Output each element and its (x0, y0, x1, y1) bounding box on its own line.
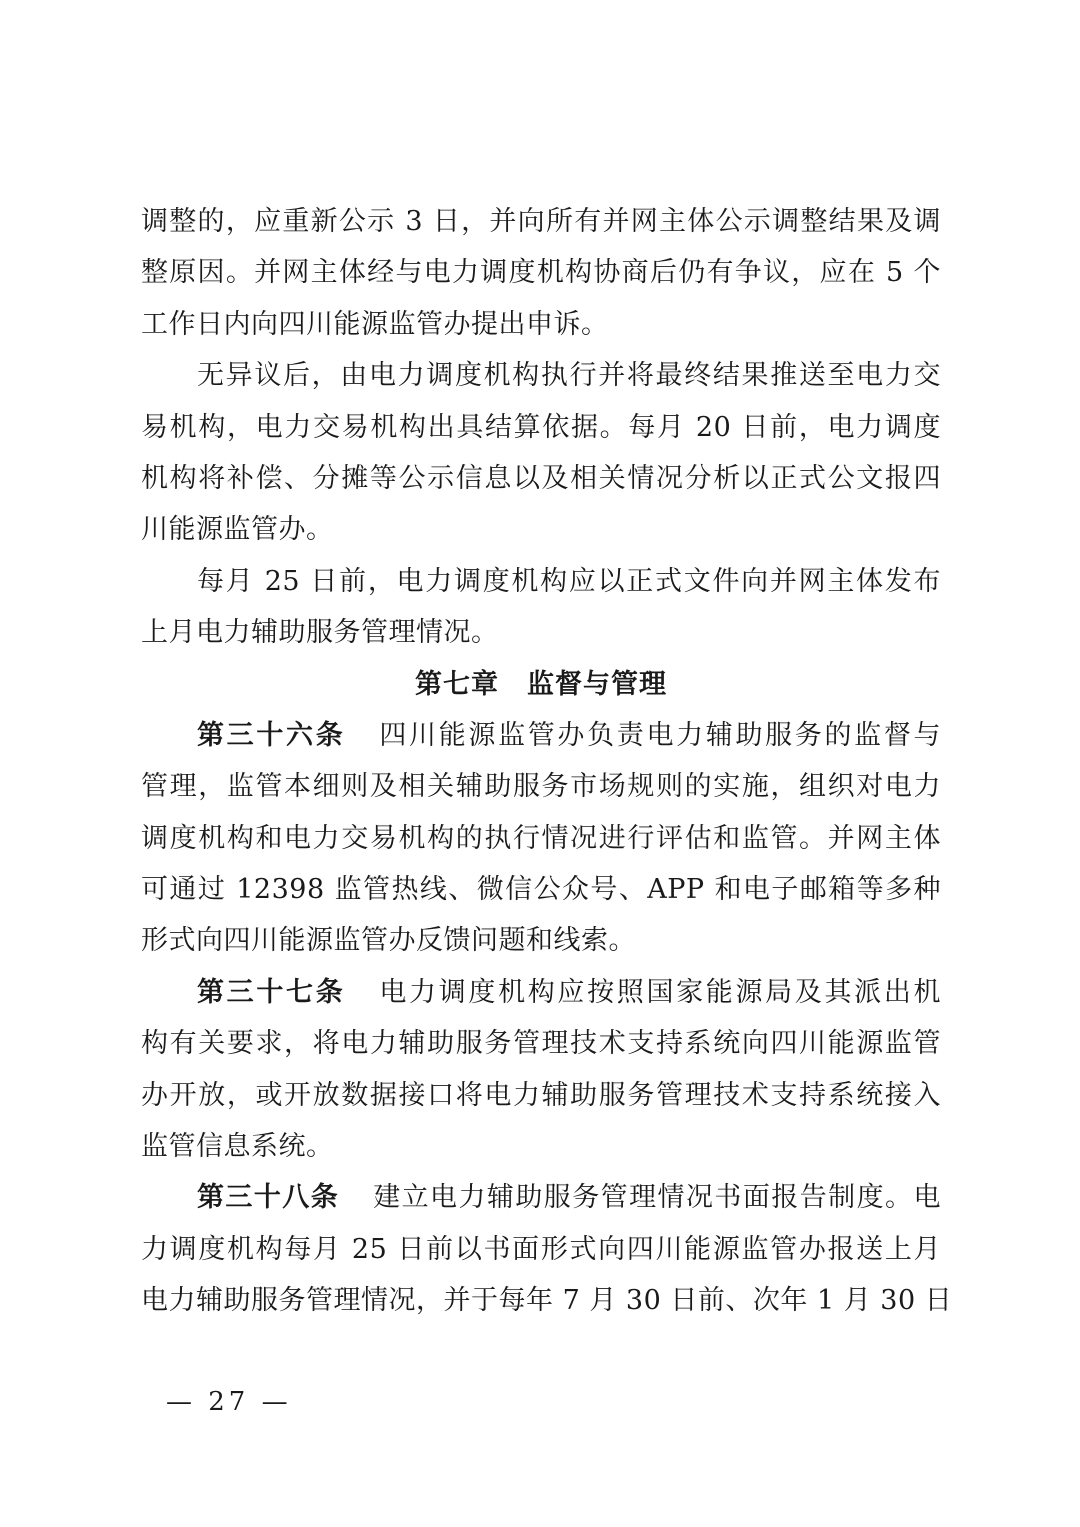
article-line: 形式向四川能源监管办反馈问题和线索。 (141, 925, 636, 957)
article-line: 可通过 12398 监管热线、微信公众号、APP 和电子邮箱等多种 (141, 874, 941, 906)
article-line: 电力辅助服务管理情况，并于每年 7 月 30 日前、次年 1 月 30 日 (141, 1285, 953, 1317)
document-body (141, 196, 953, 1327)
paragraph-line: 每月 25 日前，电力调度机构应以正式文件向并网主体发布 (197, 565, 941, 597)
article-line: 构有关要求，将电力辅助服务管理技术支持系统向四川能源监管 (141, 1028, 941, 1060)
article-line: 管理，监管本细则及相关辅助服务市场规则的实施，组织对电力 (141, 771, 941, 803)
paragraph-line: 易机构，电力交易机构出具结算依据。每月 20 日前，电力调度 (141, 411, 941, 443)
article-line: 调度机构和电力交易机构的执行情况进行评估和监管。并网主体 (141, 822, 941, 854)
article-first-line (141, 710, 941, 761)
article-line: 力调度机构每月 25 日前以书面形式向四川能源监管办报送上月 (141, 1233, 941, 1265)
paragraph-line: 上月电力辅助服务管理情况。 (141, 617, 499, 649)
page-number: — 27 — (166, 1387, 292, 1417)
article-heading: 第三十八条 (197, 1182, 340, 1214)
article-text: 建立电力辅助服务管理情况书面报告制度。电 (373, 1182, 941, 1214)
article-first-line (141, 967, 941, 1018)
paragraph-line: 调整的，应重新公示 3 日，并向所有并网主体公示调整结果及调 (141, 206, 941, 237)
article-line: 办开放，或开放数据接口将电力辅助服务管理技术支持系统接入 (141, 1079, 941, 1111)
article-heading: 第三十六条 (197, 719, 346, 751)
article-first-line (141, 1172, 941, 1223)
paragraph-line: 无异议后，由电力调度机构执行并将最终结果推送至电力交 (197, 360, 941, 392)
paragraph-line: 整原因。并网主体经与电力调度机构协商后仍有争议，应在 5 个 (141, 257, 941, 289)
paragraph-line: 川能源监管办。 (141, 514, 334, 546)
article-text: 电力调度机构应按照国家能源局及其派出机 (379, 976, 942, 1008)
article-heading: 第三十七条 (197, 976, 346, 1008)
paragraph-line: 工作日内向四川能源监管办提出申诉。 (141, 308, 609, 340)
chapter-title: 第七章 监督与管理 (415, 668, 667, 700)
paragraph-line: 机构将补偿、分摊等公示信息以及相关情况分析以正式公文报四 (141, 462, 941, 494)
article-text: 四川能源监管办负责电力辅助服务的监督与 (379, 719, 942, 751)
article-line: 监管信息系统。 (141, 1131, 334, 1163)
